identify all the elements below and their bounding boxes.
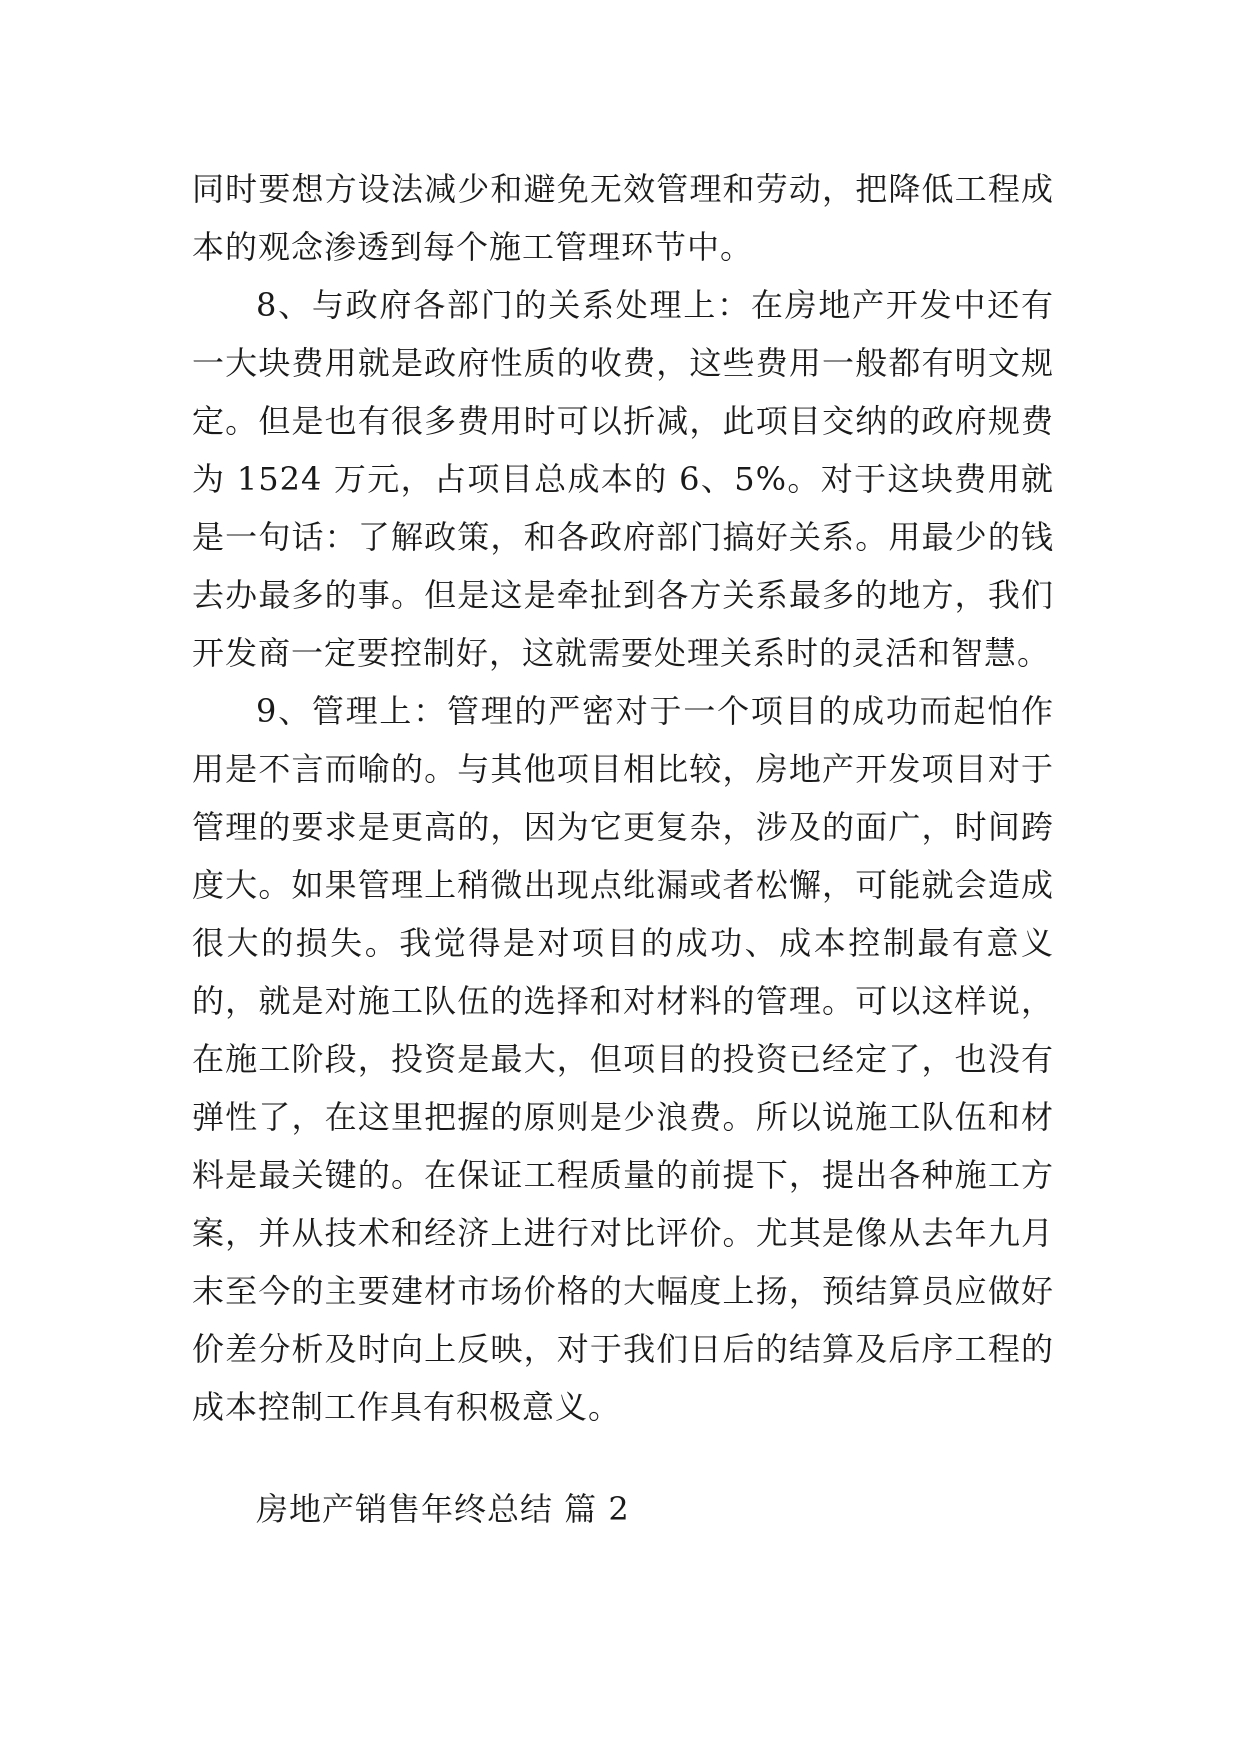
document-body bbox=[192, 160, 1054, 1436]
section-heading: 房地产销售年终总结 篇 2 bbox=[256, 1490, 630, 1528]
paragraph-item-9: 9、管理上：管理的严密对于一个项目的成功而起怕作用是不言而喻的。与其他项目相比较，房地产开发项目对于管理的要求是更高的，因为它更复杂，涉及的面广，时间跨度大。如果管理上稍微出现点纰漏或者松懈，可能就会造成很大的损失。我觉得是对项目的成功、成本控制最有意义的，就是对施工队伍的选择和对材料的管理。可以这样说，在施工阶段，投资是最大，但项目的投资已经定了，也没有弹性了，在这里把握的原则是少浪费。所以说施工队伍和材料是最关键的。在保证工程质量的前提下，提出各种施工方案，并从技术和经济上进行对比评价。尤其是像从去年九月末至今的主要建材市场价格的大幅度上扬，预结算员应做好价差分析及时向上反映，对于我们日后的结算及后序工程的成本控制工作具有积极意义。 bbox=[192, 692, 1054, 1426]
paragraph-item-8: 8、与政府各部门的关系处理上：在房地产开发中还有一大块费用就是政府性质的收费，这些费用一般都有明文规定。但是也有很多费用时可以折减，此项目交纳的政府规费为 1524 万元，占项目总成本的 6、5%。对于这块费用就是一句话：了解政策，和各政府部门搞好关系。用最少的钱去办最多的事。但是这是牵扯到各方关系最多的地方，我们开发商一定要控制好，这就需要处理关系时的灵活和智慧。 bbox=[192, 286, 1054, 672]
paragraph-continuation: 同时要想方设法减少和避免无效管理和劳动，把降低工程成本的观念渗透到每个施工管理环节中。 bbox=[192, 170, 1054, 266]
